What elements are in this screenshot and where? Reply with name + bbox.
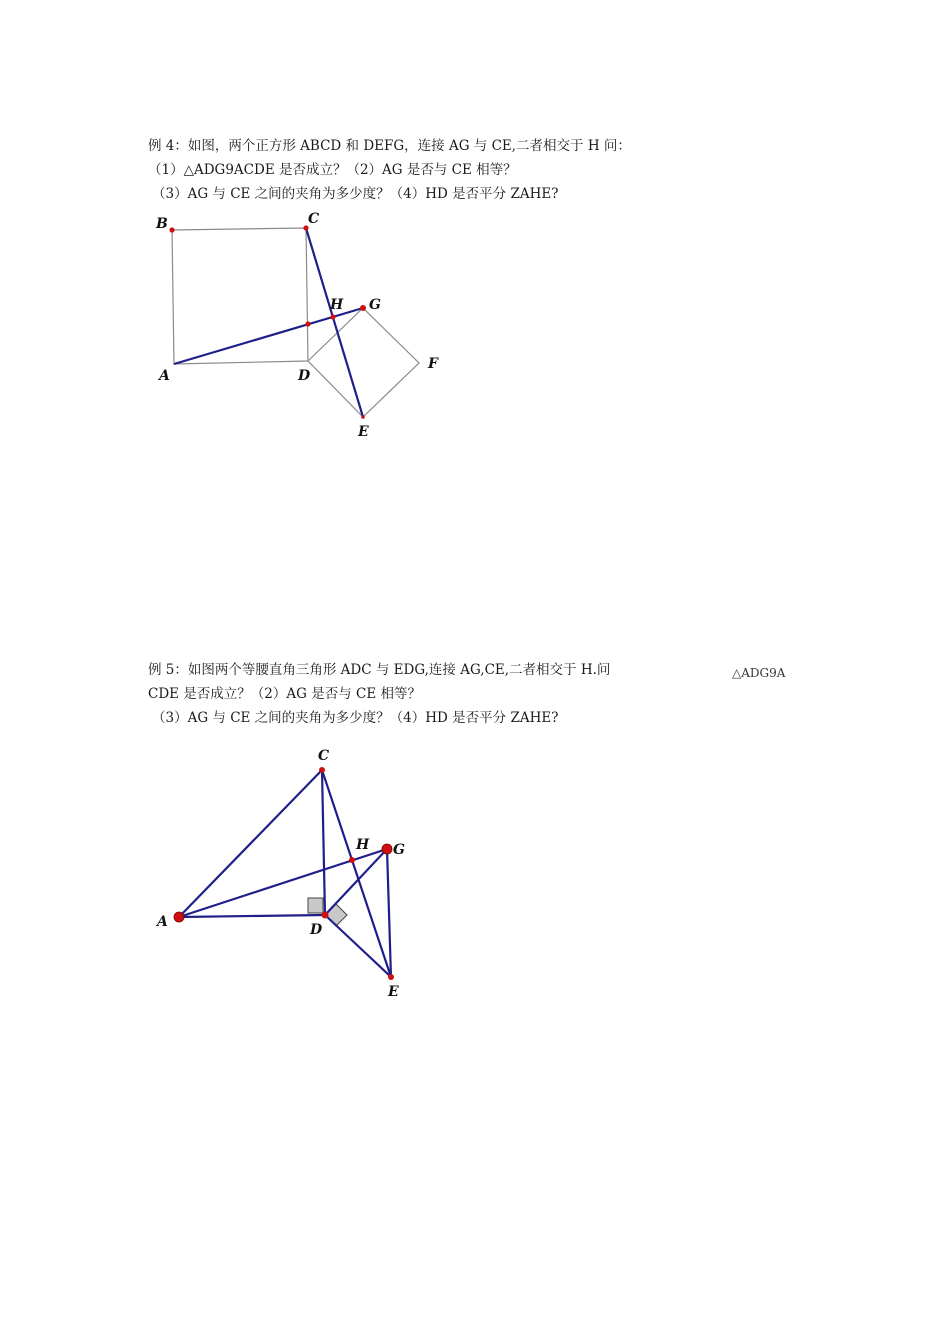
- point-d: [322, 912, 329, 919]
- label-d: D: [298, 368, 311, 384]
- segment-ac: [179, 770, 322, 917]
- point-g: [382, 844, 392, 854]
- segment-cd: [322, 770, 325, 915]
- label-d: D: [310, 922, 323, 938]
- right-angle-marker-adc: [308, 898, 323, 913]
- label-b: B: [156, 216, 168, 232]
- label-e: E: [358, 424, 369, 440]
- example5-line1: 例 5：如图两个等腰直角三角形 ADC 与 EDG,连接 AG,CE,二者相交于 H.问: [148, 662, 611, 678]
- label-a: A: [159, 368, 170, 384]
- segment-ge: [387, 849, 391, 977]
- point-a: [174, 912, 184, 922]
- label-f: F: [428, 356, 438, 372]
- segment-ad: [179, 915, 325, 917]
- point-h: [349, 857, 355, 863]
- label-c: C: [308, 211, 320, 227]
- label-h: H: [356, 837, 370, 853]
- label-g: G: [369, 297, 381, 313]
- label-e: E: [388, 984, 399, 1000]
- label-g: G: [393, 842, 405, 858]
- example4-line2: （1）△ADG9ACDE 是否成立？（2）AG 是否与 CE 相等？: [148, 162, 517, 178]
- example4-line3: （3）AG 与 CE 之间的夹角为多少度？（4）HD 是否平分 ZAHE?: [152, 186, 559, 202]
- example5-fragment: △ADG9A: [732, 666, 786, 680]
- label-a: A: [157, 914, 168, 930]
- example5-line2: CDE 是否成立？（2）AG 是否与 CE 相等？: [148, 686, 421, 702]
- point-c: [319, 767, 325, 773]
- label-h: H: [330, 297, 344, 313]
- point-e: [388, 974, 394, 980]
- example5-line3: （3）AG 与 CE 之间的夹角为多少度？（4）HD 是否平分 ZAHE?: [152, 710, 559, 726]
- example4-line1: 例 4：如图，两个正方形 ABCD 和 DEFG，连接 AG 与 CE,二者相交于 H 问：: [148, 138, 631, 154]
- label-c: C: [318, 748, 330, 764]
